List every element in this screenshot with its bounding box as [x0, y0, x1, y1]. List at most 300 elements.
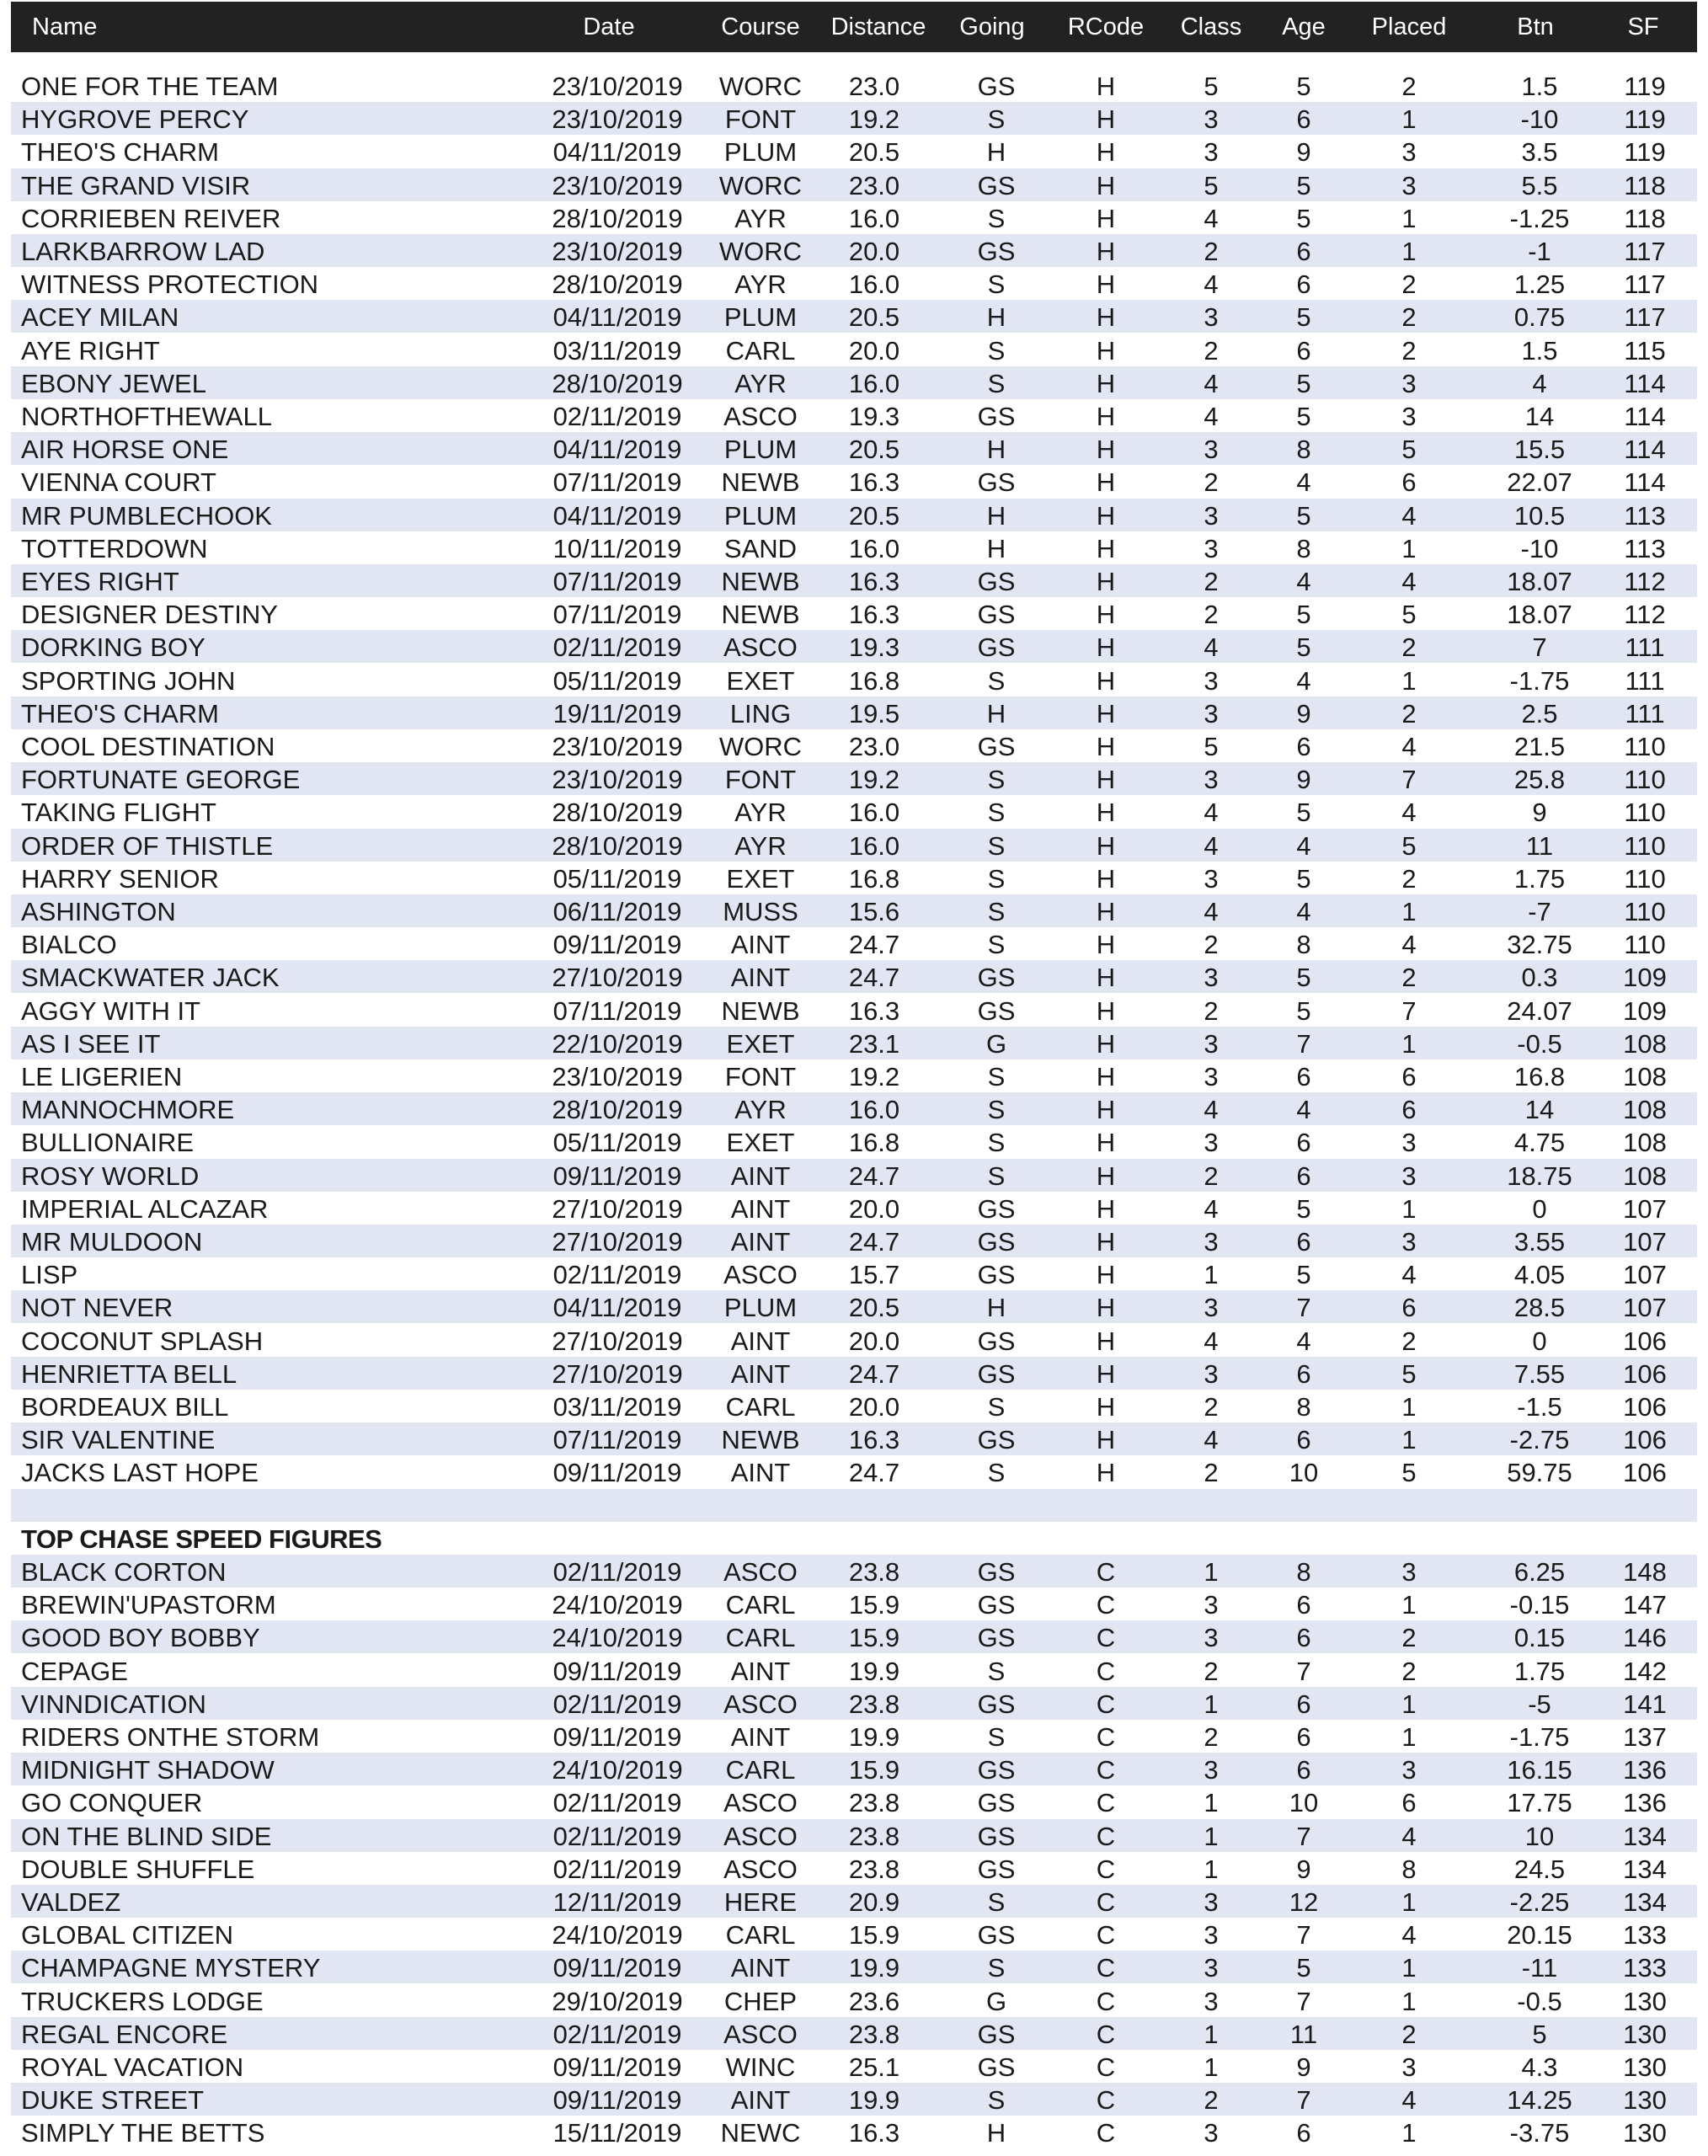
cell-distance: 16.0 — [848, 270, 900, 300]
cell-age: 6 — [1296, 270, 1311, 300]
cell-age: 6 — [1296, 1227, 1311, 1257]
cell-rcode: H — [1096, 963, 1116, 993]
cell-course: CARL — [725, 1623, 796, 1653]
cell-date: 29/10/2019 — [552, 1986, 683, 2016]
hurdle-row — [11, 1125, 1697, 1158]
cell-placed: 1 — [1401, 203, 1417, 233]
cell-placed: 2 — [1401, 1623, 1417, 1653]
hurdle-row — [11, 69, 1697, 102]
cell-btn: 7 — [1532, 632, 1547, 663]
header-course: Course — [721, 13, 800, 40]
cell-date: 09/11/2019 — [552, 1161, 682, 1191]
cell-sf: 110 — [1624, 765, 1666, 795]
chase-row — [11, 1819, 1697, 1852]
cell-placed: 2 — [1401, 698, 1417, 728]
hurdle-row — [11, 762, 1697, 795]
cell-going: S — [987, 1161, 1006, 1191]
cell-name: HYGROVE PERCY — [21, 104, 249, 135]
cell-btn: -3.75 — [1509, 2118, 1570, 2148]
hurdle-row — [11, 894, 1697, 927]
cell-going: H — [986, 435, 1006, 465]
cell-going: S — [987, 1095, 1006, 1125]
cell-course: PLUM — [723, 137, 798, 168]
hurdle-row — [11, 168, 1697, 201]
cell-rcode: H — [1096, 830, 1116, 861]
cell-name: BORDEAUX BILL — [21, 1392, 229, 1422]
cell-name: SIMPLY THE BETTS — [21, 2118, 265, 2148]
cell-distance: 16.3 — [848, 1425, 900, 1455]
cell-distance: 16.0 — [848, 533, 900, 563]
cell-class: 3 — [1204, 2118, 1219, 2148]
cell-distance: 23.0 — [848, 72, 900, 101]
cell-btn: 11 — [1525, 830, 1554, 861]
cell-name: DUKE STREET — [21, 2085, 205, 2116]
cell-age: 11 — [1289, 2019, 1318, 2049]
chase-row — [11, 2050, 1697, 2083]
cell-going: GS — [977, 1358, 1016, 1389]
cell-date: 06/11/2019 — [552, 897, 682, 926]
cell-class: 3 — [1204, 1887, 1219, 1917]
cell-sf: 117 — [1624, 302, 1666, 333]
cell-age: 7 — [1296, 1821, 1311, 1851]
cell-class: 5 — [1204, 72, 1219, 101]
cell-rcode: C — [1096, 2052, 1116, 2082]
cell-sf: 106 — [1623, 1425, 1667, 1455]
cell-distance: 24.7 — [848, 1358, 900, 1389]
cell-btn: -1.75 — [1509, 1722, 1570, 1752]
cell-date: 02/11/2019 — [552, 632, 682, 663]
cell-sf: 110 — [1624, 897, 1666, 926]
cell-placed: 1 — [1401, 1986, 1417, 2016]
cell-class: 2 — [1204, 995, 1219, 1026]
cell-name: AYE RIGHT — [21, 335, 160, 366]
cell-age: 8 — [1296, 930, 1311, 960]
chase-row — [11, 1687, 1697, 1720]
cell-course: ASCO — [723, 632, 798, 663]
cell-sf: 109 — [1623, 995, 1667, 1026]
cell-date: 05/11/2019 — [552, 665, 682, 696]
hurdle-row — [11, 1059, 1697, 1092]
cell-placed: 1 — [1401, 1193, 1417, 1224]
cell-placed: 1 — [1401, 1722, 1417, 1752]
cell-distance: 19.9 — [848, 2085, 900, 2116]
cell-name: REGAL ENCORE — [21, 2019, 228, 2049]
cell-btn: 9 — [1532, 798, 1547, 828]
cell-class: 2 — [1204, 600, 1219, 630]
cell-class: 1 — [1204, 1854, 1219, 1884]
cell-age: 4 — [1296, 897, 1311, 926]
cell-name: AIR HORSE ONE — [21, 435, 229, 465]
cell-placed: 1 — [1401, 2118, 1417, 2148]
chase-row — [11, 2017, 1697, 2050]
cell-sf: 118 — [1624, 170, 1666, 200]
cell-date: 27/10/2019 — [552, 1326, 683, 1356]
cell-date: 03/11/2019 — [552, 335, 682, 366]
cell-placed: 5 — [1401, 830, 1417, 861]
cell-btn: 1.25 — [1513, 270, 1566, 300]
cell-age: 6 — [1296, 1590, 1311, 1620]
cell-name: DESIGNER DESTINY — [21, 600, 278, 630]
cell-going: S — [987, 765, 1006, 795]
cell-age: 6 — [1296, 1358, 1311, 1389]
cell-date: 03/11/2019 — [552, 1392, 682, 1422]
cell-sf: 130 — [1623, 2085, 1667, 2116]
cell-distance: 20.5 — [848, 435, 900, 465]
cell-going: S — [987, 368, 1006, 398]
cell-rcode: H — [1096, 995, 1116, 1026]
cell-name: LISP — [21, 1260, 78, 1290]
cell-going: GS — [977, 467, 1016, 498]
cell-date: 05/11/2019 — [552, 1128, 682, 1158]
header-name: Name — [32, 13, 98, 40]
cell-age: 7 — [1296, 1293, 1311, 1323]
cell-going: GS — [977, 1623, 1016, 1653]
cell-btn: 18.75 — [1507, 1161, 1572, 1191]
cell-distance: 20.5 — [848, 500, 900, 531]
cell-btn: 4.3 — [1521, 2052, 1558, 2082]
cell-placed: 3 — [1401, 2052, 1417, 2082]
cell-name: EYES RIGHT — [21, 567, 179, 596]
cell-sf: 130 — [1623, 2052, 1667, 2082]
cell-distance: 15.9 — [848, 1755, 900, 1785]
cell-placed: 1 — [1401, 665, 1417, 696]
cell-rcode: H — [1096, 698, 1116, 728]
cell-btn: 3.5 — [1521, 137, 1558, 168]
cell-name: HENRIETTA BELL — [21, 1358, 238, 1389]
cell-date: 28/10/2019 — [552, 1095, 683, 1125]
cell-course: AINT — [730, 930, 791, 960]
cell-placed: 1 — [1401, 1590, 1417, 1620]
cell-class: 3 — [1204, 963, 1219, 993]
cell-date: 09/11/2019 — [552, 1722, 682, 1752]
cell-going: GS — [977, 963, 1016, 993]
cell-course: NEWB — [721, 1425, 800, 1455]
cell-name: DOUBLE SHUFFLE — [21, 1854, 255, 1884]
cell-going: S — [987, 897, 1006, 926]
cell-sf: 110 — [1624, 830, 1666, 861]
cell-name: WITNESS PROTECTION — [21, 270, 319, 300]
cell-age: 6 — [1296, 1062, 1311, 1091]
cell-date: 09/11/2019 — [552, 930, 682, 960]
chase-row — [11, 1852, 1697, 1885]
cell-class: 2 — [1204, 1656, 1219, 1686]
cell-course: WORC — [718, 72, 803, 101]
cell-btn: 4.75 — [1513, 1128, 1566, 1158]
cell-rcode: H — [1096, 1227, 1116, 1257]
cell-course: ASCO — [723, 1689, 798, 1719]
cell-name: RIDERS ONTHE STORM — [21, 1722, 320, 1752]
cell-rcode: C — [1096, 1821, 1116, 1851]
cell-going: S — [987, 1458, 1006, 1488]
cell-rcode: H — [1096, 467, 1116, 498]
cell-btn: -2.75 — [1509, 1425, 1570, 1455]
cell-going: GS — [977, 995, 1016, 1026]
cell-date: 28/10/2019 — [552, 830, 683, 861]
cell-date: 02/11/2019 — [552, 2019, 682, 2049]
cell-course: AINT — [730, 1227, 791, 1257]
cell-class: 2 — [1204, 335, 1219, 366]
cell-date: 02/11/2019 — [552, 1854, 682, 1884]
cell-date: 04/11/2019 — [552, 137, 682, 168]
cell-date: 27/10/2019 — [552, 1358, 683, 1389]
cell-rcode: H — [1096, 1326, 1116, 1356]
cell-going: G — [985, 1986, 1007, 2016]
cell-course: NEWB — [721, 600, 800, 630]
cell-course: PLUM — [723, 500, 798, 531]
cell-age: 6 — [1296, 732, 1311, 761]
cell-distance: 20.5 — [848, 1293, 900, 1323]
cell-name: ORDER OF THISTLE — [21, 830, 274, 861]
cell-rcode: C — [1096, 1689, 1116, 1719]
cell-going: GS — [977, 1326, 1016, 1356]
cell-btn: -1.75 — [1509, 665, 1570, 696]
cell-date: 24/10/2019 — [552, 1623, 683, 1653]
cell-rcode: H — [1096, 665, 1116, 696]
cell-age: 5 — [1296, 863, 1311, 894]
cell-name: VIENNA COURT — [21, 467, 216, 498]
cell-btn: 14 — [1524, 1095, 1555, 1125]
cell-placed: 3 — [1401, 368, 1417, 398]
cell-distance: 23.8 — [848, 1788, 900, 1818]
cell-placed: 2 — [1401, 72, 1417, 101]
cell-rcode: H — [1096, 368, 1116, 398]
cell-rcode: H — [1096, 1095, 1116, 1125]
cell-age: 5 — [1296, 72, 1311, 101]
cell-age: 5 — [1296, 203, 1311, 233]
cell-course: EXET — [726, 665, 795, 696]
cell-distance: 16.8 — [848, 863, 900, 894]
cell-distance: 19.9 — [848, 1722, 900, 1752]
cell-sf: 113 — [1624, 500, 1666, 531]
cell-going: H — [986, 500, 1006, 531]
cell-sf: 117 — [1624, 270, 1666, 300]
cell-course: WORC — [718, 237, 803, 266]
cell-course: ASCO — [723, 2019, 798, 2049]
cell-btn: 1.5 — [1521, 335, 1558, 366]
cell-name: FORTUNATE GEORGE — [21, 765, 301, 795]
cell-class: 1 — [1204, 1557, 1219, 1587]
cell-going: G — [985, 1028, 1007, 1059]
cell-date: 07/11/2019 — [552, 995, 682, 1026]
hurdle-row — [11, 829, 1697, 862]
cell-course: ASCO — [723, 1854, 798, 1884]
cell-sf: 107 — [1623, 1193, 1667, 1224]
cell-placed: 1 — [1401, 104, 1417, 135]
cell-distance: 16.0 — [848, 368, 900, 398]
cell-sf: 133 — [1623, 1920, 1667, 1951]
cell-class: 2 — [1204, 1722, 1219, 1752]
cell-class: 1 — [1204, 1689, 1219, 1719]
cell-placed: 4 — [1401, 500, 1417, 531]
cell-distance: 20.0 — [848, 237, 900, 266]
cell-sf: 106 — [1623, 1392, 1667, 1422]
cell-class: 4 — [1204, 402, 1219, 431]
cell-distance: 19.2 — [848, 1062, 900, 1091]
cell-distance: 23.8 — [848, 1557, 900, 1587]
cell-course: NEWB — [721, 567, 800, 596]
cell-name: CORRIEBEN REIVER — [21, 203, 281, 233]
cell-placed: 7 — [1401, 995, 1417, 1026]
cell-placed: 1 — [1401, 897, 1417, 926]
cell-name: BREWIN'UPASTORM — [21, 1590, 276, 1620]
hurdle-row — [11, 630, 1697, 663]
cell-sf: 111 — [1625, 632, 1665, 663]
hurdle-row — [11, 960, 1697, 993]
cell-distance: 24.7 — [848, 930, 900, 960]
cell-placed: 2 — [1401, 963, 1417, 993]
cell-age: 9 — [1296, 137, 1311, 168]
hurdle-row — [11, 1324, 1697, 1357]
cell-class: 3 — [1204, 1062, 1219, 1091]
hurdle-row — [11, 564, 1697, 597]
cell-name: VALDEZ — [21, 1887, 121, 1917]
cell-btn: 17.75 — [1507, 1788, 1572, 1818]
cell-date: 09/11/2019 — [552, 2085, 682, 2116]
cell-age: 4 — [1296, 830, 1311, 861]
cell-age: 6 — [1296, 1689, 1311, 1719]
cell-name: THEO'S CHARM — [21, 698, 219, 728]
cell-placed: 7 — [1401, 765, 1417, 795]
cell-course: AINT — [730, 1193, 791, 1224]
cell-age: 9 — [1296, 765, 1311, 795]
cell-distance: 20.0 — [848, 1326, 900, 1356]
cell-going: GS — [977, 1425, 1016, 1455]
cell-age: 5 — [1296, 963, 1311, 993]
cell-course: EXET — [726, 1128, 795, 1158]
cell-age: 10 — [1289, 1788, 1319, 1818]
cell-class: 3 — [1204, 137, 1219, 168]
chase-row — [11, 1951, 1697, 1983]
cell-age: 6 — [1296, 1623, 1311, 1653]
cell-btn: 5.5 — [1521, 170, 1558, 200]
cell-distance: 20.0 — [848, 1193, 900, 1224]
cell-class: 4 — [1204, 1095, 1219, 1125]
cell-btn: -0.15 — [1509, 1590, 1570, 1620]
cell-age: 6 — [1296, 1425, 1311, 1455]
cell-sf: 119 — [1624, 137, 1666, 168]
cell-placed: 4 — [1401, 567, 1417, 596]
cell-going: GS — [977, 1590, 1016, 1620]
cell-date: 23/10/2019 — [552, 1062, 683, 1091]
header-placed: Placed — [1371, 13, 1447, 40]
cell-going: GS — [977, 1920, 1016, 1951]
cell-class: 3 — [1204, 1358, 1219, 1389]
cell-going: GS — [977, 402, 1016, 431]
cell-btn: 1.75 — [1513, 1656, 1566, 1686]
cell-course: WORC — [718, 732, 803, 761]
cell-distance: 19.9 — [848, 1953, 900, 1983]
cell-date: 04/11/2019 — [552, 435, 682, 465]
cell-sf: 134 — [1623, 1887, 1667, 1917]
cell-going: S — [987, 104, 1006, 135]
cell-distance: 23.8 — [848, 2019, 900, 2049]
cell-placed: 1 — [1401, 533, 1417, 563]
cell-name: MANNOCHMORE — [21, 1095, 235, 1125]
cell-name: THEO'S CHARM — [21, 137, 219, 168]
cell-distance: 23.8 — [848, 1854, 900, 1884]
cell-placed: 6 — [1401, 1095, 1417, 1125]
cell-distance: 19.9 — [848, 1656, 900, 1686]
hurdle-row — [11, 862, 1697, 894]
cell-course: AYR — [734, 798, 787, 828]
cell-age: 4 — [1296, 665, 1311, 696]
cell-course: PLUM — [723, 435, 798, 465]
hurdle-row — [11, 399, 1697, 432]
cell-rcode: H — [1096, 632, 1116, 663]
cell-going: H — [986, 302, 1006, 333]
chase-row — [11, 1620, 1697, 1653]
cell-rcode: H — [1096, 402, 1116, 431]
cell-class: 4 — [1204, 1193, 1219, 1224]
cell-distance: 16.3 — [848, 995, 900, 1026]
hurdle-row — [11, 267, 1697, 300]
cell-rcode: H — [1096, 1358, 1116, 1389]
cell-sf: 148 — [1623, 1557, 1667, 1587]
cell-course: FONT — [724, 765, 797, 795]
chase-row — [11, 1785, 1697, 1818]
chase-row — [11, 2083, 1697, 2116]
cell-btn: 5 — [1532, 2019, 1547, 2049]
cell-sf: 110 — [1624, 732, 1666, 761]
cell-sf: 136 — [1623, 1755, 1667, 1785]
cell-class: 4 — [1204, 632, 1219, 663]
cell-btn: -10 — [1520, 533, 1559, 563]
cell-age: 7 — [1296, 2085, 1311, 2116]
cell-sf: 110 — [1624, 930, 1666, 960]
cell-name: ROYAL VACATION — [21, 2052, 244, 2082]
cell-date: 12/11/2019 — [552, 1887, 682, 1917]
cell-name: JACKS LAST HOPE — [21, 1458, 259, 1488]
cell-class: 2 — [1204, 2085, 1219, 2116]
cell-date: 02/11/2019 — [552, 1557, 682, 1587]
cell-age: 5 — [1296, 1193, 1311, 1224]
cell-btn: 18.07 — [1507, 600, 1572, 630]
cell-placed: 2 — [1401, 270, 1417, 300]
cell-sf: 109 — [1623, 963, 1667, 993]
cell-rcode: H — [1096, 897, 1116, 926]
cell-sf: 107 — [1623, 1293, 1667, 1323]
cell-date: 23/10/2019 — [552, 237, 683, 266]
cell-age: 4 — [1296, 567, 1311, 596]
cell-going: GS — [977, 1854, 1016, 1884]
cell-going: S — [987, 270, 1006, 300]
cell-rcode: C — [1096, 2118, 1116, 2148]
hurdle-row — [11, 499, 1697, 531]
cell-date: 07/11/2019 — [552, 467, 682, 498]
cell-date: 23/10/2019 — [552, 104, 683, 135]
cell-course: AINT — [730, 2085, 791, 2116]
cell-distance: 15.9 — [848, 1590, 900, 1620]
cell-distance: 19.3 — [848, 632, 900, 663]
cell-name: HARRY SENIOR — [21, 863, 219, 894]
cell-class: 2 — [1204, 567, 1219, 596]
cell-going: GS — [977, 2052, 1016, 2082]
cell-rcode: C — [1096, 1986, 1116, 2016]
cell-rcode: C — [1096, 1887, 1116, 1917]
cell-course: WINC — [725, 2052, 796, 2082]
cell-date: 09/11/2019 — [552, 1458, 682, 1488]
cell-going: GS — [977, 1557, 1016, 1587]
hurdle-row — [11, 135, 1697, 168]
cell-name: MR PUMBLECHOOK — [21, 500, 272, 531]
cell-going: S — [987, 203, 1006, 233]
cell-course: ASCO — [723, 1557, 798, 1587]
cell-class: 1 — [1204, 2052, 1219, 2082]
cell-going: S — [987, 1953, 1006, 1983]
header-class: Class — [1180, 13, 1242, 40]
cell-age: 5 — [1296, 1260, 1311, 1290]
cell-date: 05/11/2019 — [552, 863, 682, 894]
